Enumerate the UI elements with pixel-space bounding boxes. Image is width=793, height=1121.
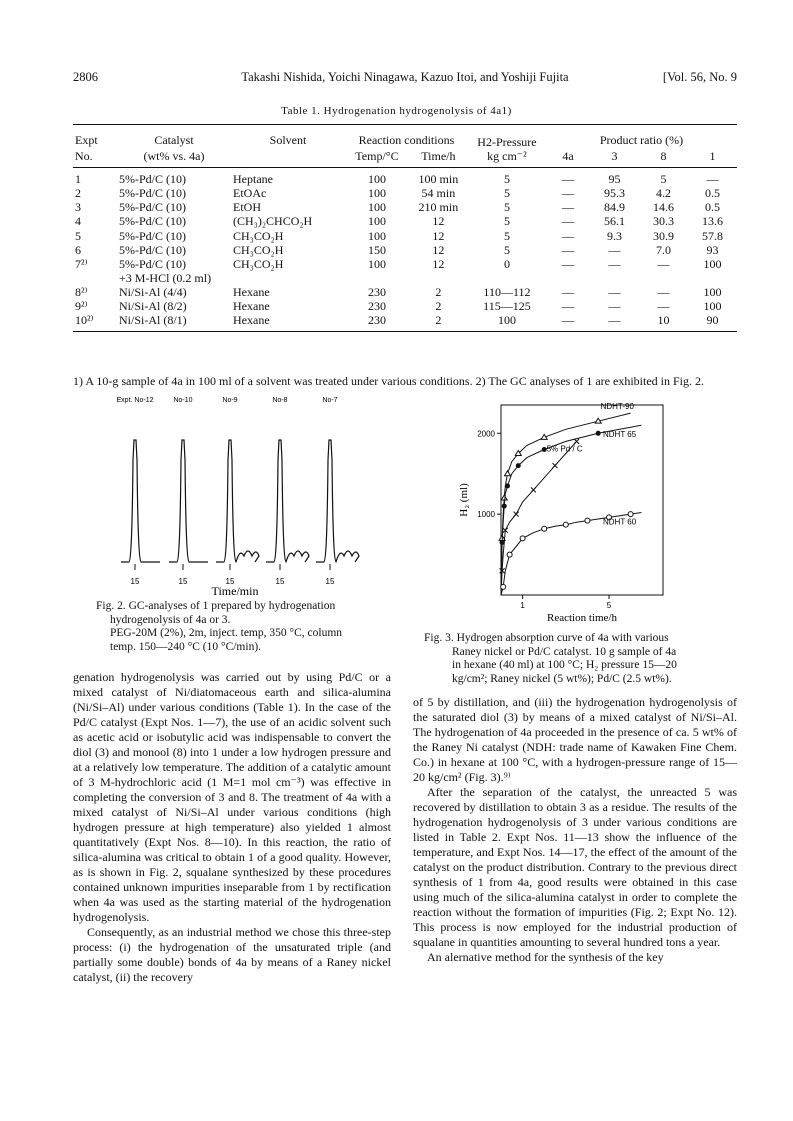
fig2-tick-label: 15: [275, 577, 285, 586]
table-cell-no: 5: [75, 228, 81, 243]
table-cell-temp: 230: [367, 284, 386, 299]
fig2-xlabel: Time/min: [211, 584, 259, 598]
col-header-temp: Temp/°C: [355, 149, 399, 164]
data-point: [531, 487, 536, 492]
volume-label: [Vol. 56, No. 9: [662, 70, 737, 84]
table-footnote: 1) A 10-g sample of 4a in 100 ml of a solvent was treated under various conditions. 2) The GC analyses of 1 are exhibited in Fig. 2.: [73, 374, 704, 388]
table-cell-p1: —: [706, 172, 719, 187]
table-cell-p4a: —: [562, 299, 574, 314]
table-cell-pressure: 5: [503, 200, 510, 215]
table-cell-catalyst: 5%-Pd/C (10): [119, 172, 186, 187]
table-cell-time: [409, 271, 468, 285]
table-cell-p8: 4.2: [656, 186, 671, 201]
fig2-caption: [96, 600, 386, 654]
data-point: [542, 526, 547, 531]
col-header-no: No.: [75, 149, 93, 164]
table-cell-temp: [345, 271, 409, 285]
col-header-pressure: kg cm⁻²: [487, 149, 527, 164]
table-cell-pressure: [468, 271, 546, 285]
fig2-peak-label: No-9: [222, 397, 238, 404]
data-point: [628, 512, 633, 517]
table-cell-catalyst: Ni/Si-Al (8/1): [119, 313, 187, 328]
table-cell-catalyst: 5%-Pd/C (10): [119, 242, 186, 257]
table-cell-solvent: Heptane: [233, 172, 273, 187]
group-reaction-conditions: Reaction conditions: [358, 133, 455, 147]
table-cell-catalyst: 5%-Pd/C (10): [119, 186, 186, 201]
paragraph: After the separation of the catalyst, the unreacted 5 was recovered by distillation to obtain 3 as a residue. The results of the hydrogenation hydrogenolysis of 3 under various conditions are listed in Table 2. Expt Nos. 11—13 show the influence of the temperature, and Expt Nos. 14—17, the effect of the amount of the catalyst on the product distribution. Contrary to the previous direct synthesis of 1 from 4a, good results were obtained in this case using much of the silica-alumina catalyst in order to complete the reaction without the formation of impurities (Fig. 2; Expt No. 12). This process is now employed for the industrial production of squalane in quantities amounting to several hundred tons a year.: [413, 785, 737, 949]
col-header-4a: 4a: [562, 149, 574, 164]
gc-peak-trace: [316, 440, 359, 562]
table-row: [73, 271, 737, 285]
author-line: Takashi Nishida, Yoichi Ninagawa, Kazuo Itoi, and Yoshiji Fujita: [241, 70, 569, 84]
table-caption: Table 1. Hydrogenation hydrogenolysis of 4a1): [281, 105, 512, 117]
fig2-caption-line: hydrogenolysis of 4a or 3.: [110, 613, 231, 626]
data-point: [520, 536, 525, 541]
page-number: 2806: [73, 70, 98, 84]
table-cell-p8: —: [657, 256, 670, 271]
col-header-3: 3: [611, 149, 618, 164]
table-cell-p3: —: [608, 299, 621, 314]
series-line: [501, 441, 577, 595]
fig2-tick-label: 15: [225, 577, 235, 586]
table-cell-p8: 30.9: [653, 228, 674, 243]
paragraph: of 5 by distillation, and (iii) the hydrogenation hydrogenolysis of the saturated diol (3) by means of a mixed catalyst of Ni/Si–Al. The hydrogenation of 4a proceeded in the presence of ca. 5 wt% of the Raney Ni catalyst (NDH: trade name of Kawaken Fine Chem. Co.) in hexane at 100 °C, with a hydrogen-pressure range of 15—20 kg/cm² (Fig. 3).⁹⁾: [413, 695, 737, 784]
table-cell-temp: 100: [367, 228, 386, 243]
table-cell-time: 2: [435, 284, 442, 299]
fig2-peak-label: No-7: [322, 397, 338, 404]
table-cell-time: 54 min: [421, 186, 456, 201]
table-cell-p4a: —: [562, 214, 574, 229]
table-cell-solvent: EtOH: [233, 200, 261, 215]
gc-peak-trace: [216, 440, 259, 562]
fig3-caption-line: Fig. 3. Hydrogen absorption curve of 4a with various: [424, 632, 669, 644]
table-cell-no: 2: [75, 186, 81, 201]
table-cell-pressure: 5: [503, 186, 510, 201]
series-label: NDHT 65: [603, 430, 637, 440]
series-label: NDHT 60: [603, 517, 637, 527]
table-cell-temp: 230: [367, 299, 386, 314]
table-cell-p4a: —: [562, 186, 574, 201]
x-tick-label: 5: [606, 601, 612, 610]
running-header: [73, 70, 737, 88]
table-cell-pressure: 5: [503, 242, 510, 257]
table-cell-p4a: —: [562, 172, 574, 187]
table-cell-catalyst: 5%-Pd/C (10): [119, 256, 186, 271]
table-cell-solvent: Hexane: [233, 284, 270, 299]
table-cell-p1: [688, 271, 737, 285]
table-cell-pressure: 110—112: [483, 284, 531, 299]
col-header-solvent: Solvent: [269, 133, 307, 147]
fig2-peak-label: Expt. No-12: [116, 397, 154, 404]
table-cell-p8: 5: [660, 172, 667, 187]
table-row: [73, 257, 737, 271]
table-cell-no: 1: [75, 172, 81, 187]
y-axis-label: H₂ (ml): [458, 483, 470, 517]
gc-peak-trace: [169, 440, 208, 562]
series-label: NDHT-90: [600, 402, 634, 412]
fig3-caption-line: Raney nickel or Pd/C catalyst. 10 g sample of 4a: [452, 645, 677, 658]
table-cell-time: 12: [432, 242, 445, 257]
table-cell-solvent: [231, 271, 345, 285]
table-row: [73, 299, 737, 313]
table-cell-catalyst: 5%-Pd/C (10): [119, 228, 186, 243]
group-product-ratio: Product ratio (%): [599, 133, 684, 147]
table-cell-p8: —: [657, 299, 670, 314]
table-row: [73, 313, 737, 332]
col-header-catalyst-sub: (wt% vs. 4a): [143, 149, 205, 164]
table-cell-p4a: —: [562, 200, 574, 215]
data-point: [505, 483, 510, 488]
table-cell-p1: 100: [703, 256, 722, 271]
table-row: [73, 200, 737, 214]
table-cell-temp: 100: [367, 256, 386, 271]
table-cell-p3: 95: [608, 172, 621, 187]
table-cell-p3: [590, 271, 639, 285]
gc-analyses-figure: [90, 392, 380, 602]
data-point: [514, 512, 519, 517]
series-line: [501, 413, 631, 595]
x-tick-label: 1: [520, 601, 525, 610]
table-cell-solvent: EtOAc: [233, 186, 267, 201]
gc-peak-trace: [266, 440, 309, 562]
table-cell-pressure: 5: [503, 214, 510, 229]
table-cell-p3: —: [608, 256, 621, 271]
fig2-tick-label: 15: [325, 577, 335, 586]
table-cell-p3: —: [608, 313, 621, 328]
table-cell-p8: 10: [657, 313, 670, 328]
table-cell-p8: 30.3: [653, 214, 674, 229]
table-cell-solvent: CH₃CO₂H: [233, 256, 284, 271]
col-header-time: Time/h: [421, 149, 456, 164]
table-cell-p8: 7.0: [656, 242, 671, 257]
fig2-tick-label: 15: [130, 577, 140, 586]
table-cell-solvent: (CH₃)₂CHCO₂H: [233, 214, 313, 229]
table-cell-time: 12: [432, 214, 445, 229]
x-axis-label: Reaction time/h: [547, 612, 617, 624]
table-cell-time: 2: [435, 313, 442, 328]
table-cell-no: 7²⁾: [75, 256, 88, 271]
table-cell-p3: 56.1: [604, 214, 625, 229]
paragraph: An alernative method for the synthesis of the key: [427, 950, 664, 964]
fig2-tick-label: 15: [178, 577, 188, 586]
table-cell-solvent: Hexane: [233, 313, 270, 328]
fig3-caption: [424, 632, 744, 686]
table-row: [73, 168, 737, 187]
fig3-caption-line: in hexane (40 ml) at 100 °C; H₂ pressure 15—20: [452, 659, 677, 671]
paragraph: genation hydrogenolysis was carried out by using Pd/C or a mixed catalyst of Ni/diatomaceous earth and silica-alumina (Ni/Si–Al) under various conditions (Table 1). In the case of the Pd/C catalyst (Expt Nos. 1—7), the use of an acidic solvent such as acetic acid or isobutylic acid was indispensable to convert the diol (3) and monool (8) into 1 under a low hydrogen pressure and at a relatively low temperature. The addition of a catalytic amount of 3 M-hydrochloric acid (1 M=1 mol cm⁻³) was effective in completing the conversion of 3 and 8. The treatment of 4a with a mixed catalyst of Ni/Si–Al under various conditions (high hydrogen pressure at high temperature) also yielded 1 almost quantitatively (Expt Nos. 8—10). In this reaction, the ratio of silica-alumina was critical to obtain 1 of a good quality. However, as is shown in Fig. 2, squalane synthesized by these procedures contained unknown impurities inseparable from 1 by rectification when 4a was used as the starting material of the hydrogenation hydrogenolysis.: [73, 670, 391, 924]
y-tick-label: 2000: [477, 429, 495, 439]
table-cell-catalyst: 5%-Pd/C (10): [119, 200, 186, 215]
data-point: [502, 504, 507, 509]
left-column-text: [73, 670, 391, 985]
plot-frame: [501, 405, 663, 595]
group-h2-pressure: H2-Pressure: [477, 135, 537, 149]
table-cell-p4a: [546, 271, 590, 285]
table-cell-p3: 9.3: [607, 228, 622, 243]
table-cell-p4a: —: [562, 228, 574, 243]
table-cell-pressure: 100: [497, 313, 516, 328]
table-cell-temp: 150: [367, 242, 386, 257]
table-cell-p3: 95.3: [604, 186, 625, 201]
data-point: [507, 552, 512, 557]
data-point: [516, 463, 521, 468]
table-cell-solvent: Hexane: [233, 299, 270, 314]
data-point: [585, 518, 590, 523]
table-row: [73, 285, 737, 299]
data-point: [596, 431, 601, 436]
table-cell-p1: 93: [706, 242, 719, 257]
table-cell-p1: 0.5: [705, 200, 720, 215]
table-cell-p1: 90: [706, 313, 719, 328]
table-cell-temp: 230: [367, 313, 386, 328]
results-table: [73, 124, 737, 332]
table-cell-p4a: —: [562, 313, 574, 328]
table-cell-p3: —: [608, 284, 621, 299]
table-cell-p8: [639, 271, 688, 285]
gc-peak-trace: [121, 440, 160, 562]
table-cell-pressure: 0: [503, 256, 510, 271]
table-cell-solvent: CH₃CO₂H: [233, 228, 284, 243]
table-cell-p4a: —: [562, 256, 574, 271]
fig2-peak-label: No-8: [272, 397, 288, 404]
table-cell-time: 100 min: [418, 172, 459, 187]
table-row: [73, 214, 737, 228]
table-cell-no: 6: [75, 242, 81, 257]
table-cell-pressure: 5: [503, 228, 510, 243]
table-cell-temp: 100: [367, 214, 386, 229]
table-cell-no: 8²⁾: [75, 284, 88, 299]
table-row: [73, 186, 737, 200]
col-header-1: 1: [709, 149, 716, 164]
data-point: [563, 522, 568, 527]
data-point: [553, 463, 558, 468]
table-cell-no: 9²⁾: [75, 299, 88, 314]
fig2-caption-line: Fig. 2. GC-analyses of 1 prepared by hydrogenation: [96, 600, 336, 612]
table-cell-p3: 84.9: [604, 200, 625, 215]
hydrogen-absorption-chart: [453, 395, 715, 625]
col-header-expt: Expt: [75, 133, 98, 147]
table-cell-solvent: CH₃CO₂H: [233, 242, 284, 257]
y-tick-label: 1000: [477, 510, 495, 520]
fig2-peak-label: No-10: [173, 397, 193, 404]
table-cell-catalyst: Ni/Si-Al (8/2): [119, 299, 187, 314]
table-cell-catalyst: +3 M-HCl (0.2 ml): [119, 270, 212, 285]
table-cell-time: 2: [435, 299, 442, 314]
table-cell-p4a: —: [562, 242, 574, 257]
table-row: [73, 229, 737, 243]
table-cell-no: [73, 271, 117, 285]
data-point: [501, 495, 507, 500]
table-cell-p1: 57.8: [702, 228, 723, 243]
table-cell-temp: 100: [367, 186, 386, 201]
table-cell-p8: —: [657, 284, 670, 299]
table-cell-catalyst: 5%-Pd/C (10): [119, 214, 186, 229]
table-cell-p8: 14.6: [653, 200, 674, 215]
fig2-caption-line: temp. 150—240 °C (10 °C/min).: [110, 640, 262, 653]
col-header-catalyst: Catalyst: [154, 133, 194, 147]
table-cell-catalyst: Ni/Si-Al (4/4): [119, 284, 187, 299]
table-cell-pressure: 5: [503, 172, 510, 187]
data-point: [501, 584, 506, 589]
data-point: [504, 471, 510, 476]
table-cell-no: 3: [75, 200, 81, 215]
data-point: [574, 439, 579, 444]
table-cell-temp: 100: [367, 172, 386, 187]
table-cell-p1: 0.5: [705, 186, 720, 201]
table-cell-no: 4: [75, 214, 81, 229]
table-row: [73, 243, 737, 257]
fig2-caption-line: PEG-20M (2%), 2m, inject. temp, 350 °C, column: [110, 627, 343, 639]
series-label: 5% Pd / C: [546, 444, 583, 454]
table-cell-temp: 100: [367, 200, 386, 215]
right-column-text: [413, 695, 737, 965]
table-cell-time: 12: [432, 228, 445, 243]
table-cell-time: 12: [432, 256, 445, 271]
table-cell-p1: 100: [703, 299, 722, 314]
table-cell-p1: 100: [703, 284, 722, 299]
fig3-caption-line: kg/cm²; Raney nickel (5 wt%); Pd/C (2.5 wt%).: [452, 672, 672, 685]
table-cell-p3: —: [608, 242, 621, 257]
table-cell-time: 210 min: [418, 200, 459, 215]
table-cell-pressure: 115—125: [483, 299, 531, 314]
table-cell-p1: 13.6: [702, 214, 723, 229]
table-cell-p4a: —: [562, 284, 574, 299]
col-header-8: 8: [660, 149, 667, 164]
paragraph: Consequently, as an industrial method we chose this three-step process: (i) the hydrogenation of the unsaturated triple (and partially some double) bonds of 4a by means of a Raney nickel catalyst, (ii) the recovery: [73, 925, 391, 984]
table-cell-no: 10²⁾: [75, 313, 94, 328]
